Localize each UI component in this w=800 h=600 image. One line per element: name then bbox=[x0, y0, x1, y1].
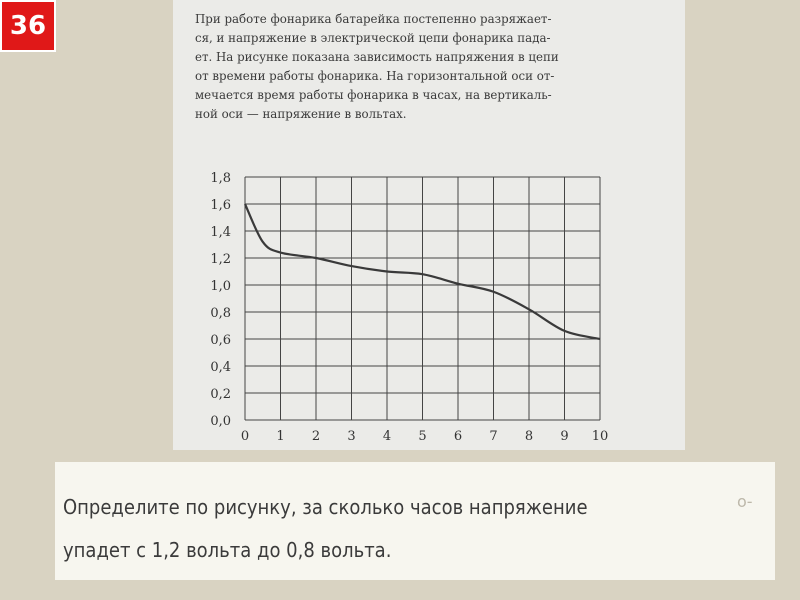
y-tick-label: 1,4 bbox=[210, 225, 231, 240]
y-tick-label: 0,6 bbox=[210, 333, 231, 348]
x-tick-label: 4 bbox=[382, 429, 392, 444]
textbook-page bbox=[173, 0, 685, 450]
y-tick-label: 1,0 bbox=[210, 279, 231, 294]
x-tick-label: 2 bbox=[311, 429, 321, 444]
x-tick-label: 0 bbox=[240, 429, 250, 444]
x-tick-label: 8 bbox=[524, 429, 534, 444]
y-tick-label: 0,0 bbox=[210, 414, 231, 429]
y-tick-label: 0,4 bbox=[210, 360, 231, 375]
y-tick-label: 0,8 bbox=[210, 306, 231, 321]
x-tick-label: 1 bbox=[276, 429, 285, 444]
x-tick-label: 7 bbox=[489, 429, 498, 444]
x-tick-label: 9 bbox=[560, 429, 569, 444]
problem-statement: При работе фонарика батарейка постепенно разряжает- ся, и напряжение в электрической цепи фонарика пада- ет. На рисунке показана зависимость напряжения в цепи от времени работы фонарика. На горизонтальной оси от- мечается время работы фонарика в часах, на вертикаль- ной оси — напряжение в вольтах. bbox=[195, 12, 559, 121]
y-tick-label: 1,6 bbox=[210, 198, 231, 213]
cropped-text-fragment: о- bbox=[737, 492, 753, 511]
y-tick-label: 1,2 bbox=[210, 252, 231, 267]
y-tick-label: 0,2 bbox=[210, 387, 231, 402]
x-tick-label: 3 bbox=[347, 429, 356, 444]
question-box bbox=[55, 462, 775, 580]
x-tick-label: 6 bbox=[453, 429, 463, 444]
x-tick-label: 5 bbox=[418, 429, 427, 444]
question-text: Определите по рисунку, за сколько часов напряжение упадет с 1,2 вольта до 0,8 вольта. bbox=[63, 495, 588, 562]
slide-number-badge bbox=[0, 0, 56, 52]
y-tick-label: 1,8 bbox=[210, 171, 231, 186]
slide-number: 36 bbox=[9, 11, 47, 41]
x-tick-label: 10 bbox=[591, 429, 609, 444]
voltage-time-chart bbox=[173, 0, 685, 450]
